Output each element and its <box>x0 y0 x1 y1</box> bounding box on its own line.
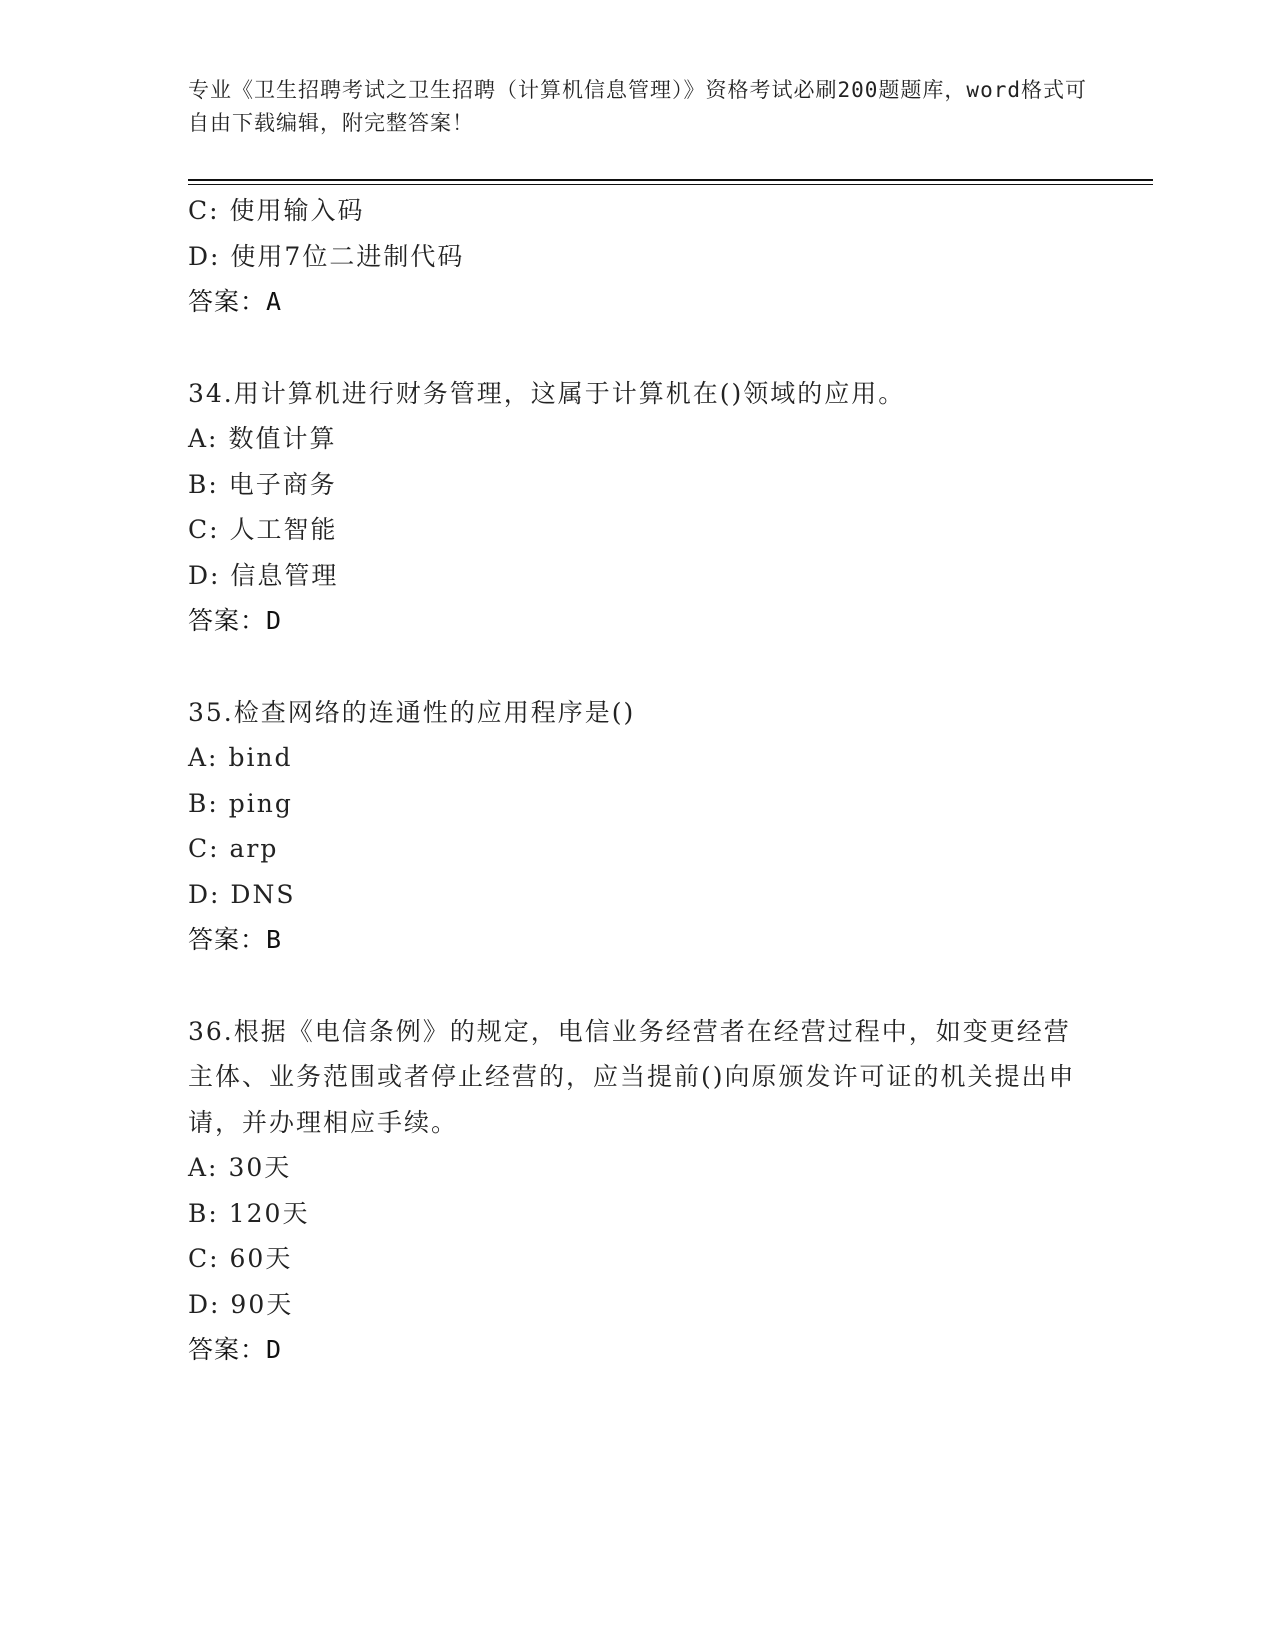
header-rule-thin <box>188 184 1153 185</box>
option-c <box>188 507 1088 553</box>
option-label: C: <box>188 1244 220 1273</box>
option-label: B: <box>188 1198 219 1228</box>
option-label: C: <box>188 834 220 863</box>
option-text: arp <box>229 834 279 863</box>
option-text: 30天 <box>228 1153 292 1182</box>
option-label: C: <box>188 196 220 225</box>
option-label: C: <box>188 515 220 544</box>
option-label: B: <box>188 788 219 818</box>
option-label: D: <box>188 1289 221 1319</box>
option-label: A: <box>188 424 219 453</box>
option-label: D: <box>188 241 221 271</box>
question-35 <box>188 690 1088 963</box>
question-stem: 35.检查网络的连通性的应用程序是() <box>188 697 636 727</box>
document-body <box>188 188 1088 1373</box>
option-text: 电子商务 <box>228 469 337 499</box>
option-label: B: <box>188 469 219 499</box>
question-36 <box>188 1009 1088 1373</box>
header-rule-thick <box>188 179 1153 181</box>
option-d <box>188 234 1088 280</box>
option-text: 信息管理 <box>230 560 339 590</box>
option-label: A: <box>188 1153 219 1182</box>
option-d <box>188 872 1088 918</box>
option-b <box>188 462 1088 508</box>
question-stem: 34.用计算机进行财务管理，这属于计算机在()领域的应用。 <box>188 378 906 408</box>
question-34 <box>188 371 1088 644</box>
option-text: bind <box>228 743 293 772</box>
answer-line: 答案：D <box>188 1335 283 1364</box>
option-a <box>188 735 1088 781</box>
option-label: D: <box>188 560 221 590</box>
answer-line: 答案：A <box>188 287 283 316</box>
option-text: 60天 <box>229 1244 293 1273</box>
option-text: 人工智能 <box>229 515 338 544</box>
answer-line: 答案：B <box>188 925 283 954</box>
option-c <box>188 826 1088 872</box>
option-label: A: <box>188 743 219 772</box>
option-text: 使用输入码 <box>229 196 365 225</box>
option-text: 使用7位二进制代码 <box>230 241 465 271</box>
prev-question-tail <box>188 188 1088 325</box>
option-text: 120天 <box>228 1198 310 1228</box>
question-stem: 36.根据《电信条例》的规定，电信业务经营者在经营过程中，如变更经营主体、业务范围或者停止经营的，应当提前()向原颁发许可证的机关提出申请，并办理相应手续。 <box>188 1016 1076 1137</box>
option-c <box>188 188 1088 234</box>
option-text: 数值计算 <box>228 424 337 453</box>
option-text: DNS <box>230 879 296 909</box>
option-b <box>188 781 1088 827</box>
option-d <box>188 553 1088 599</box>
option-label: D: <box>188 879 221 909</box>
option-text: 90天 <box>230 1289 294 1319</box>
option-text: ping <box>228 788 293 818</box>
option-a <box>188 416 1088 462</box>
option-c <box>188 1236 1088 1282</box>
answer-line: 答案：D <box>188 606 283 635</box>
option-d <box>188 1282 1088 1328</box>
option-b <box>188 1191 1088 1237</box>
document-header: 专业《卫生招聘考试之卫生招聘（计算机信息管理）》资格考试必刷200题题库，word格式可自由下载编辑，附完整答案！ <box>188 78 1087 135</box>
option-a <box>188 1145 1088 1191</box>
